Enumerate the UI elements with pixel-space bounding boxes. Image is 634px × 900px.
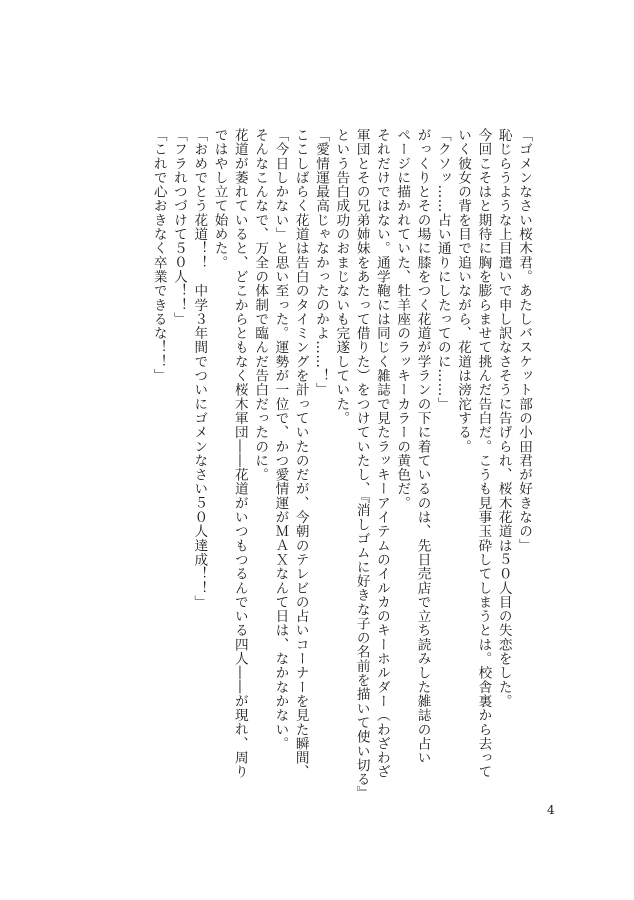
text-line-14: そんなこんなで、万全の体制で臨んだ告白だったのに。 (252, 128, 269, 482)
text-line-13: 「今日しかない」と思い至った。運勢が一位で、かつ愛情運がＭＡＸなんて日は、なかなかない。 (272, 128, 289, 751)
text-line-7: ページに描かれていた、牡羊座のラッキーカラーの黄色だ。 (394, 128, 411, 511)
text-line-3: 今回こそはと期待に胸を膨らませて挑んだ告白だ。こうも見事玉砕してしまうとは。校舎裏から去って (475, 128, 492, 779)
text-line-4: いく彼女の背を目で追いながら、花道は滂沱する。 (455, 128, 472, 454)
text-line-16: ではやし立て始めた。 (211, 128, 228, 270)
page-number: 4 (547, 803, 555, 817)
text-line-10: という告白成功のおまじないも完遂していた。 (333, 128, 350, 426)
vertical-text-body (148, 128, 534, 801)
text-line-19: 「これで心おきなく卒業できるな！！」 (150, 128, 167, 383)
text-line-12: ここしばらく花道は告白のタイミングを計っていたのだが、今朝のテレビの占いコーナーを見た瞬間、 (292, 128, 309, 779)
text-line-5: 「クソッ……占い通りにしたってのに……」 (434, 128, 451, 411)
text-line-17: 「おめでとう花道！！ 中学３年間でついにゴメンなさい５０人達成！！」 (191, 128, 208, 610)
text-line-2: 恥じらうような上目遣いで申し訳なさそうに告げられ、桜木花道は５０人目の失恋をした。 (495, 128, 512, 709)
text-line-1: 「ゴメンなさい桜木君。あたしバスケット部の小田君が好きなの」 (516, 128, 532, 553)
text-line-18: 「フラれつづけて５０人！！」 (170, 128, 187, 327)
text-line-6: がっくりとその場に膝をつく花道が学ランの下に着ているのは、先日売店で立ち読みした雑誌の占い (414, 128, 431, 765)
text-line-8: それだけではない。通学鞄には同じく雑誌で見たラッキーアイテムのイルカのキーホルダー（わざわざ (373, 128, 390, 779)
text-line-11: 「愛情運最高じゃなかったのかよ……！」 (313, 128, 330, 397)
text-line-9: 軍団とその兄弟姉妹をあたって借りた）をつけていたし、『消しゴムに好きな子の名前を描いて使い切る』 (353, 128, 370, 801)
text-line-15: 花道が萎れていると、どこからともなく桜木軍団――花道がいつもつるんでいる四人――が現れ、周り (231, 128, 248, 779)
